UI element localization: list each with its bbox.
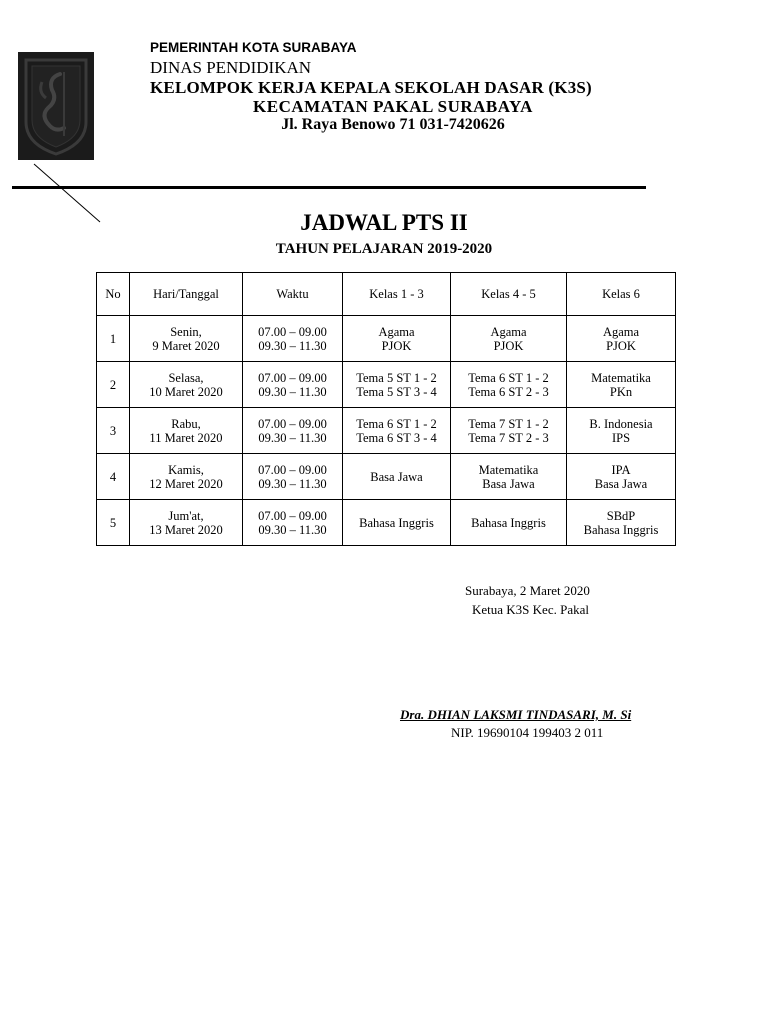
- cell-class-1-3-line: Tema 5 ST 3 - 4: [356, 384, 437, 399]
- cell-class-4-5: [451, 316, 567, 362]
- cell-no: 3: [97, 408, 130, 454]
- cell-class-1-3: [343, 408, 451, 454]
- cell-time-line: 07.00 – 09.00: [258, 370, 327, 385]
- table-row: [97, 454, 676, 500]
- letterhead-government: PEMERINTAH KOTA SURABAYA: [150, 40, 357, 55]
- cell-time-line: 07.00 – 09.00: [258, 508, 327, 523]
- cell-class-1-3-line: Basa Jawa: [370, 469, 423, 484]
- cell-no: 4: [97, 454, 130, 500]
- signature-role: Ketua K3S Kec. Pakal: [472, 602, 589, 617]
- cell-time-line: 09.30 – 11.30: [258, 384, 327, 399]
- cell-class-4-5: [451, 454, 567, 500]
- header-class-4-5: Kelas 4 - 5: [451, 273, 567, 316]
- cell-time-line: 09.30 – 11.30: [258, 522, 327, 537]
- header-class-6: Kelas 6: [567, 273, 676, 316]
- cell-class-6-line: Agama: [602, 324, 640, 339]
- cell-class-6-line: Bahasa Inggris: [583, 522, 659, 537]
- cell-day-line: Selasa,: [168, 370, 204, 385]
- cell-class-4-5: [451, 408, 567, 454]
- cell-class-4-5-line: Tema 6 ST 2 - 3: [468, 384, 549, 399]
- cell-day-line: Jum'at,: [168, 508, 204, 523]
- cell-time-line: 09.30 – 11.30: [258, 476, 327, 491]
- cell-class-6: [567, 316, 676, 362]
- cell-class-1-3: [343, 316, 451, 362]
- cell-no: 5: [97, 500, 130, 546]
- cell-class-4-5: [451, 362, 567, 408]
- cell-class-4-5-line: Tema 7 ST 2 - 3: [468, 430, 549, 445]
- cell-time: [243, 316, 343, 362]
- cell-class-6-line: B. Indonesia: [589, 416, 653, 431]
- table-row: [97, 316, 676, 362]
- header-no: No: [97, 273, 130, 316]
- cell-class-6-line: PJOK: [606, 338, 636, 353]
- letterhead-group: KELOMPOK KERJA KEPALA SEKOLAH DASAR (K3S): [150, 78, 592, 97]
- cell-class-6: [567, 454, 676, 500]
- cell-day: [130, 408, 243, 454]
- table-row: [97, 500, 676, 546]
- cell-day-line: 10 Maret 2020: [149, 384, 223, 399]
- cell-no: 2: [97, 362, 130, 408]
- cell-no: 1: [97, 316, 130, 362]
- letterhead-department: DINAS PENDIDIKAN: [150, 58, 312, 77]
- table-row: [97, 408, 676, 454]
- cell-day: [130, 316, 243, 362]
- signature-place-date: Surabaya, 2 Maret 2020: [465, 583, 590, 598]
- cell-class-1-3: [343, 500, 451, 546]
- cell-class-4-5-line: Agama: [490, 324, 527, 339]
- cell-day-line: Kamis,: [168, 462, 204, 477]
- cell-class-4-5-line: Basa Jawa: [482, 476, 535, 491]
- cell-day-line: 12 Maret 2020: [149, 476, 223, 491]
- cell-day-line: Senin,: [170, 324, 202, 339]
- header-time: Waktu: [243, 273, 343, 316]
- cell-time: [243, 408, 343, 454]
- cell-class-4-5: [451, 500, 567, 546]
- cell-class-4-5-line: PJOK: [493, 338, 524, 353]
- schedule-table: [96, 272, 676, 546]
- cell-day-line: 11 Maret 2020: [149, 430, 223, 445]
- cell-class-1-3-line: PJOK: [381, 338, 412, 353]
- cell-class-6-line: PKn: [609, 384, 633, 399]
- document-subtitle: TAHUN PELAJARAN 2019-2020: [275, 241, 493, 257]
- cell-day-line: Rabu,: [171, 416, 201, 431]
- cell-class-1-3-line: Bahasa Inggris: [359, 515, 434, 530]
- cell-class-4-5-line: Matematika: [478, 462, 539, 477]
- cell-class-4-5-line: Bahasa Inggris: [471, 515, 546, 530]
- table-row: [97, 362, 676, 408]
- cell-time-line: 07.00 – 09.00: [258, 324, 327, 339]
- cell-class-6: [567, 362, 676, 408]
- cell-time: [243, 362, 343, 408]
- signature-nip: NIP. 19690104 199403 2 011: [451, 725, 604, 740]
- cell-day: [130, 362, 243, 408]
- cell-class-6-line: SBdP: [606, 508, 636, 523]
- cell-class-6: [567, 408, 676, 454]
- cell-class-4-5-line: Tema 7 ST 1 - 2: [468, 416, 549, 431]
- cell-time: [243, 454, 343, 500]
- cell-class-1-3: [343, 362, 451, 408]
- cell-class-6-line: Matematika: [591, 370, 651, 385]
- cell-time-line: 07.00 – 09.00: [258, 416, 327, 431]
- cell-class-1-3-line: Tema 6 ST 1 - 2: [356, 416, 437, 431]
- letterhead-district: KECAMATAN PAKAL SURABAYA: [253, 97, 533, 116]
- cell-class-6: [567, 500, 676, 546]
- cell-time-line: 09.30 – 11.30: [258, 338, 327, 353]
- cell-class-6-line: IPA: [611, 462, 631, 477]
- cell-time: [243, 500, 343, 546]
- cell-class-4-5-line: Tema 6 ST 1 - 2: [468, 370, 549, 385]
- cell-day: [130, 454, 243, 500]
- document-title: JADWAL PTS II: [300, 210, 468, 235]
- cell-class-1-3-line: Agama: [378, 324, 415, 339]
- header-day: Hari/Tanggal: [130, 273, 243, 316]
- cell-day-line: 13 Maret 2020: [149, 522, 223, 537]
- cell-class-1-3-line: Tema 5 ST 1 - 2: [356, 370, 437, 385]
- cell-class-6-line: Basa Jawa: [594, 476, 648, 491]
- table-header-row: [97, 273, 676, 316]
- cell-time-line: 09.30 – 11.30: [258, 430, 327, 445]
- cell-class-6-line: IPS: [611, 430, 631, 445]
- header-class-1-3: Kelas 1 - 3: [343, 273, 451, 316]
- cell-class-1-3: [343, 454, 451, 500]
- cell-time-line: 07.00 – 09.00: [258, 462, 327, 477]
- letterhead-address: Jl. Raya Benowo 71 031-7420626: [281, 116, 505, 133]
- cell-class-1-3-line: Tema 6 ST 3 - 4: [356, 430, 437, 445]
- signature-name: Dra. DHIAN LAKSMI TINDASARI, M. Si: [400, 707, 632, 722]
- cell-day: [130, 500, 243, 546]
- cell-day-line: 9 Maret 2020: [152, 338, 220, 353]
